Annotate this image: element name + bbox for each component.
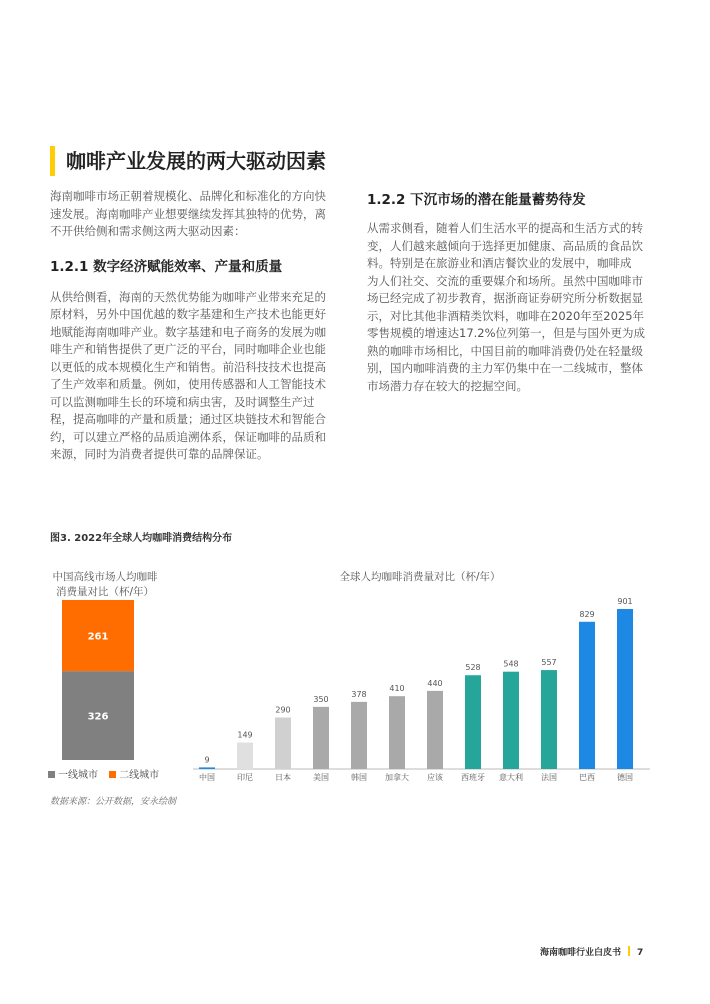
- text-line: 以更低的成本规模化生产和销售。前沿科技技术也提高: [50, 359, 326, 374]
- stack-value-label: 261: [87, 631, 109, 643]
- bar-0: [199, 767, 215, 769]
- bar-8: [503, 672, 519, 769]
- bar-value-label: 9: [204, 755, 210, 765]
- category-label: 韩国: [351, 773, 367, 782]
- text-line: 别，国内咖啡消费的主力军仍集中在一二线城市，整体: [367, 361, 643, 375]
- bar-value-label: 528: [465, 663, 481, 673]
- bar-9: [541, 670, 557, 769]
- text-line: 从供给侧看，海南的天然优势能为咖啡产业带来充足的: [50, 289, 326, 304]
- text-line: 原材料，另外中国优越的数字基建和生产技术也能更好: [50, 307, 326, 321]
- category-label: 意大利: [499, 773, 523, 782]
- bar-1: [237, 743, 253, 769]
- bar-value-label: 149: [237, 730, 253, 740]
- text-line: 示，对比其他非酒精类饮料，咖啡在2020年至2025年: [367, 308, 645, 323]
- text-line: 零售规模的增速达17.2%位列第一，但是与国外更为成: [367, 326, 646, 340]
- text-line: 从需求侧看，随着人们生活水平的提高和生活方式的转: [367, 221, 643, 235]
- text-line: 变，人们越来越倾向于选择更加健康、高品质的食品饮: [367, 238, 643, 253]
- bar-value-label: 548: [503, 659, 519, 669]
- bar-11: [617, 609, 633, 769]
- text-line: 了生产效率和质量。例如，使用传感器和人工智能技术: [50, 377, 326, 391]
- text-line: 速发展。海南咖啡产业想要继续发挥其独特的优势，离: [50, 206, 326, 221]
- bar-5: [389, 696, 405, 769]
- category-label: 德国: [617, 773, 633, 782]
- heading-accent-bar: [50, 146, 55, 176]
- bar-3: [313, 707, 329, 769]
- category-label: 美国: [313, 773, 329, 782]
- bar-7: [465, 675, 481, 769]
- bar-value-label: 901: [617, 597, 633, 606]
- source-note: 数据来源：公开数据，安永绘制: [50, 797, 177, 807]
- category-label: 加拿大: [385, 773, 409, 782]
- legend-swatch: [109, 771, 116, 778]
- bar-2: [275, 718, 291, 769]
- category-label: 西班牙: [461, 773, 485, 782]
- right-body: [367, 220, 663, 395]
- category-label: 应该: [427, 773, 443, 782]
- stacked-chart-title: [40, 570, 170, 600]
- page-footer: [540, 946, 643, 960]
- text-line: 海南咖啡市场正朝着规模化、品牌化和标准化的方向快: [50, 189, 326, 203]
- figure-caption: 图3. 2022年全球人均咖啡消费结构分布: [50, 533, 233, 544]
- text-line: 不开供给侧和需求侧这两大驱动因素：: [50, 224, 246, 238]
- legend-swatch: [48, 771, 55, 778]
- bar-4: [351, 702, 367, 769]
- bar-value-label: 829: [579, 609, 595, 619]
- legend-label: 二线城市: [119, 770, 160, 781]
- category-label: 日本: [275, 773, 291, 782]
- text-line: 来源，同时为消费者提供可靠的品牌保证。: [50, 447, 269, 461]
- text-line: 啡生产和销售提供了更广泛的平台，同时咖啡企业也能: [50, 342, 326, 356]
- footer-separator: [628, 946, 630, 956]
- bar-10: [579, 622, 595, 769]
- bar-value-label: 410: [389, 684, 405, 694]
- text-line: 可以监测咖啡生长的环境和病虫害，及时调整生产过: [50, 394, 315, 409]
- right-column: [367, 190, 663, 395]
- text-line: 地赋能海南咖啡产业。数字基建和电子商务的发展为咖: [50, 324, 326, 339]
- left-column: [50, 188, 352, 464]
- text-line: 程，提高咖啡的产量和质量；通过区块链技术和智能合: [50, 412, 326, 426]
- title-line: 消费量对比（杯/年）: [55, 586, 155, 598]
- bar-6: [427, 691, 443, 769]
- category-label: 巴西: [579, 773, 595, 782]
- legend-label: 一线城市: [58, 770, 98, 781]
- bar-chart-title: 全球人均咖啡消费量对比（杯/年）: [339, 571, 501, 583]
- left-body: [50, 289, 352, 464]
- bar-value-label: 378: [351, 689, 367, 699]
- text-line: 约，可以建立严格的品质追溯体系，保证咖啡的品质和: [50, 429, 326, 444]
- legend-item-tier2: [109, 770, 159, 781]
- text-line: 为人们社交、交流的重要媒介和场所。虽然中国咖啡市: [367, 273, 643, 288]
- global-bar-chart: [188, 592, 658, 788]
- text-line: 料。特别是在旅游业和酒店餐饮业的发展中，咖啡成: [367, 256, 632, 270]
- text-line: 场已经完成了初步教育，据浙商证券研究所分析数据显: [367, 291, 643, 305]
- bar-value-label: 290: [275, 705, 291, 715]
- stack-value-label: 326: [87, 711, 109, 723]
- text-line: 市场潜力存在较大的挖掘空间。: [367, 378, 528, 393]
- stacked-legend: [48, 770, 167, 782]
- category-label: 印尼: [237, 773, 253, 782]
- page-heading: 咖啡产业发展的两大驱动因素: [66, 149, 326, 173]
- section-title-1-2-2: 1.2.2 下沉市场的潜在能量蓄势待发: [367, 192, 586, 208]
- footer-title: 海南咖啡行业白皮书: [540, 948, 622, 958]
- bar-value-label: 440: [427, 678, 443, 688]
- legend-item-tier1: [48, 770, 98, 781]
- category-label: 中国: [199, 773, 215, 782]
- bar-value-label: 557: [541, 658, 557, 668]
- text-line: 熟的咖啡市场相比，中国目前的咖啡消费仍处在轻量级: [367, 343, 643, 358]
- section-title-1-2-1: 1.2.1 数字经济赋能效率、产量和质量: [50, 258, 283, 275]
- bar-value-label: 350: [313, 694, 329, 704]
- stacked-bar-chart: [40, 600, 170, 765]
- left-intro: [50, 188, 352, 241]
- category-label: 法国: [541, 773, 557, 782]
- page-number: 7: [637, 948, 644, 958]
- title-line: 中国高线市场人均咖啡: [52, 571, 158, 583]
